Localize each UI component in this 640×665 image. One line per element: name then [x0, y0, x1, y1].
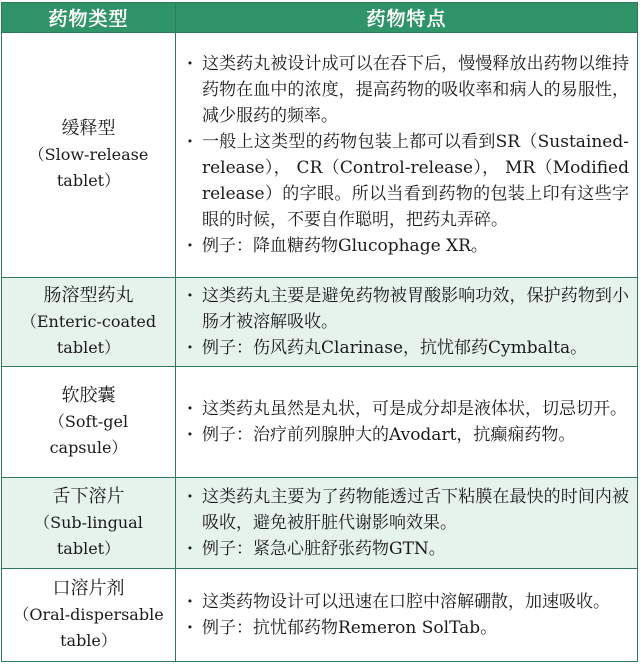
drug-type-name-en: （Sub-lingual: [34, 513, 143, 532]
drug-type-name-en: （Enteric-coated: [20, 312, 157, 331]
feature-bullet: · 例子：降血糖药物Glucophage XR。: [186, 233, 629, 259]
feature-bullet: · 例子：紧急心脏舒张药物GTN。: [186, 536, 629, 562]
feature-bullet: · 这类药物设计可以迅速在口腔中溶解硼散，加速吸收。: [186, 589, 629, 615]
table-row: [2, 478, 638, 569]
table-row: [2, 367, 638, 478]
drug-type-cell: [2, 278, 176, 367]
drug-feature-cell: [176, 478, 638, 569]
header-drug-features: 药物特点: [176, 3, 638, 33]
feature-bullet: · 例子：伤风药丸Clarinase，抗忧郁药Cymbalta。: [186, 335, 629, 361]
feature-bullet: · 例子：治疗前列腺肿大的Avodart，抗癫痫药物。: [186, 422, 629, 448]
drug-type-name-en: （Slow-release: [28, 145, 149, 164]
drug-type-name-en: （Oral-dispersable: [13, 605, 164, 624]
drug-type-name-en: tablet）: [56, 539, 121, 558]
feature-bullet: · 这类药丸主要为了药物能透过舌下粘膜在最快的时间内被吸收，避免被肝脏代谢影响效果。: [186, 484, 629, 536]
feature-bullet: · 这类药丸被设计成可以在吞下后，慢慢释放出药物以维持药物在血中的浓度，提高药物的吸收率和病人的易服性，减少服药的频率。: [186, 51, 629, 129]
table-row: [2, 278, 638, 367]
drug-type-name-cn: 舌下溶片: [52, 486, 125, 507]
drug-type-name-cn: 软胶囊: [61, 385, 116, 406]
drug-feature-cell: [176, 569, 638, 662]
drug-feature-cell: [176, 278, 638, 367]
drug-feature-cell: [176, 33, 638, 278]
drug-type-table: [1, 2, 638, 662]
drug-type-name-en: tablet）: [56, 171, 121, 190]
drug-type-cell: [2, 33, 176, 278]
drug-type-cell: [2, 367, 176, 478]
header-drug-type: 药物类型: [2, 3, 176, 33]
drug-type-cell: [2, 569, 176, 662]
table-header-row: [2, 3, 638, 33]
feature-bullet: · 一般上这类型的药物包装上都可以看到SR（Sustained-release）， CR（Control-release）， MR（Modified release）的字眼。所以当看到药物的包装上印有这些字眼的时候，不要自作聪明，把药丸弄碎。: [186, 129, 629, 233]
drug-type-name-cn: 缓释型: [61, 118, 116, 139]
feature-bullet: · 例子：抗忧郁药物Remeron SolTab。: [186, 615, 629, 641]
drug-type-name-en: tablet）: [56, 338, 121, 357]
drug-type-name-cn: 口溶片剂: [52, 578, 125, 599]
table-row: [2, 569, 638, 662]
drug-type-name-en: （Soft-gel: [48, 412, 129, 431]
feature-bullet: · 这类药丸虽然是丸状，可是成分却是液体状，切忌切开。: [186, 396, 629, 422]
feature-bullet: · 这类药丸主要是避免药物被胃酸影响功效，保护药物到小肠才被溶解吸收。: [186, 283, 629, 335]
table-row: [2, 33, 638, 278]
drug-feature-cell: [176, 367, 638, 478]
drug-type-cell: [2, 478, 176, 569]
drug-type-name-en: capsule）: [49, 438, 128, 457]
drug-type-name-en: table）: [60, 631, 117, 650]
drug-type-name-cn: 肠溶型药丸: [43, 285, 134, 306]
